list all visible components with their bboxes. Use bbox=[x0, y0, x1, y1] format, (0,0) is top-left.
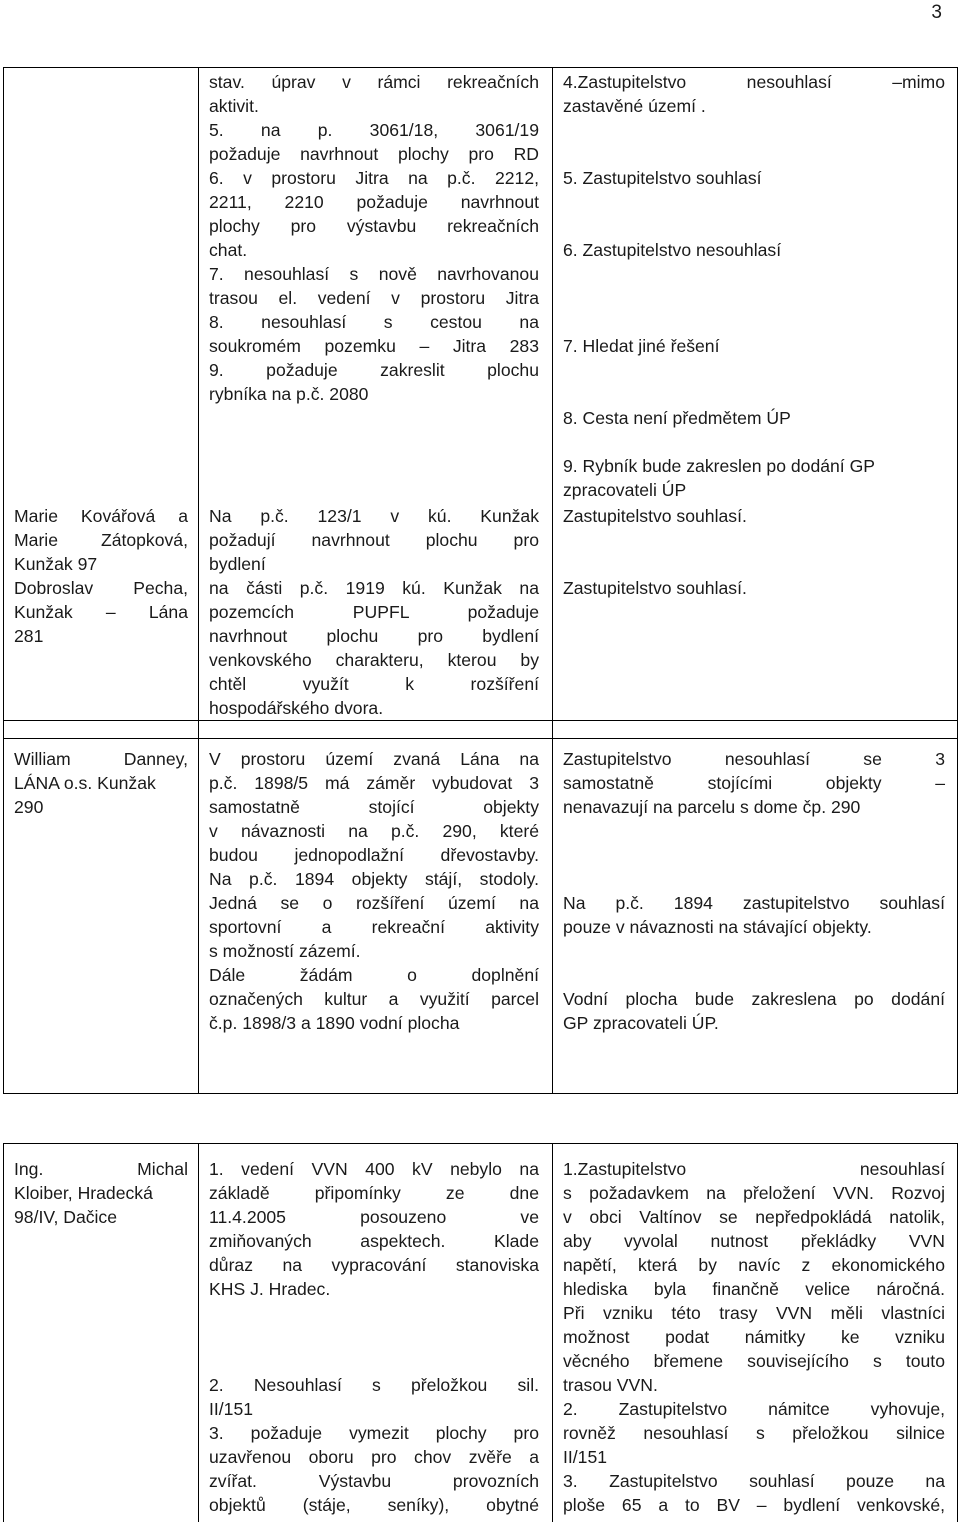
text-line: možnost podat námitky ke vzniku bbox=[563, 1327, 945, 1347]
text-line: objektů (stáje, seníky), obytné bbox=[209, 1495, 539, 1515]
text-line: zpracovateli ÚP bbox=[563, 480, 687, 500]
text-line: uzavřenou oboru pro chov zvěře a bbox=[209, 1447, 539, 1467]
text-line: nenavazují na parcelu s dome čp. 290 bbox=[563, 797, 861, 817]
t2-request-2 bbox=[209, 1373, 539, 1517]
text-line: 11.4.2005 posouzeno ve bbox=[209, 1207, 539, 1227]
row-b-request-1 bbox=[209, 504, 539, 576]
text-line: budou jednopodlažní dřevostavby. bbox=[209, 845, 539, 865]
text-line: KHS J. Hradec. bbox=[209, 1279, 331, 1299]
text-line: 9. požaduje zakreslit plochu bbox=[209, 360, 539, 380]
row-c-response-1 bbox=[563, 747, 945, 819]
text-line: V prostoru území zvaná Lána na bbox=[209, 749, 539, 769]
text-line: Dobroslav Pecha, bbox=[14, 578, 188, 598]
text-line: stav. úprav v rámci rekreačních bbox=[209, 72, 539, 92]
table2-divider-1 bbox=[198, 1143, 199, 1522]
table1-divider-1 bbox=[198, 67, 199, 1094]
row-b-response-1: Zastupitelstvo souhlasí. bbox=[563, 506, 747, 526]
text-line: 3. požaduje vymezit plochy pro bbox=[209, 1423, 539, 1443]
row-a-response-6: 6. Zastupitelstvo nesouhlasí bbox=[563, 240, 782, 260]
text-line: pozemcích PUPFL požaduje bbox=[209, 602, 539, 622]
text-line: základě připomínky ze dne bbox=[209, 1183, 539, 1203]
row-a-response-7: 7. Hledat jiné řešení bbox=[563, 336, 720, 356]
text-line: 9. Rybník bude zakreslen po dodání GP bbox=[563, 456, 875, 476]
row-a-request-text bbox=[209, 70, 539, 406]
text-line: samostatně stojící objekty bbox=[209, 797, 539, 817]
text-line: navrhnout plochu pro bydlení bbox=[209, 626, 539, 646]
text-line: v obci Valtínov se nepředpokládá natolik, bbox=[563, 1207, 945, 1227]
text-line: aktivit. bbox=[209, 96, 259, 116]
table2-border-left bbox=[3, 1143, 4, 1522]
text-line: Marie Kovářová a bbox=[14, 506, 188, 526]
text-line: Kunžak 97 bbox=[14, 554, 98, 574]
text-line: pouze v návaznosti na stávající objekty. bbox=[563, 917, 872, 937]
text-line: rovněž nesouhlasí s přeložkou silnice bbox=[563, 1423, 945, 1443]
row-c-applicant bbox=[14, 747, 188, 819]
text-line: 290 bbox=[14, 797, 44, 817]
row-a-response-8: 8. Cesta není předmětem ÚP bbox=[563, 408, 791, 428]
text-line: 281 bbox=[14, 626, 44, 646]
text-line: požadují navrhnout plochu pro bbox=[209, 530, 539, 550]
text-line: 8. nesouhlasí s cestou na bbox=[209, 312, 539, 332]
row-a-response-9 bbox=[563, 454, 945, 502]
text-line: Dále žádám o doplnění bbox=[209, 965, 539, 985]
page-number: 3 bbox=[931, 2, 942, 23]
table1-divider-2 bbox=[552, 67, 553, 1094]
text-line: Kloiber, Hradecká bbox=[14, 1183, 153, 1203]
text-line: 4.Zastupitelstvo nesouhlasí –mimo bbox=[563, 72, 945, 92]
text-line: 3. Zastupitelstvo souhlasí pouze na bbox=[563, 1471, 945, 1491]
text-line: sportovní a rekreační aktivity bbox=[209, 917, 539, 937]
text-line: č.p. 1898/3 a 1890 vodní plocha bbox=[209, 1013, 460, 1033]
t2-applicant bbox=[14, 1157, 188, 1229]
text-line: označených kultur a využití parcel bbox=[209, 989, 539, 1009]
text-line: věcného břemene souvisejícího s touto bbox=[563, 1351, 945, 1371]
text-line: rybníka na p.č. 2080 bbox=[209, 384, 369, 404]
text-line: Marie Zátopková, bbox=[14, 530, 188, 550]
text-line: 2. Zastupitelstvo námitce vyhovuje, bbox=[563, 1399, 945, 1419]
text-line: Na p.č. 1894 zastupitelstvo souhlasí bbox=[563, 893, 945, 913]
text-line: zmiňovaných aspektech. Klade bbox=[209, 1231, 539, 1251]
row-b-response-2: Zastupitelstvo souhlasí. bbox=[563, 578, 747, 598]
t2-response bbox=[563, 1157, 945, 1517]
text-line: 7. nesouhlasí s nově navrhovanou bbox=[209, 264, 539, 284]
text-line: William Danney, bbox=[14, 749, 188, 769]
text-line: chtěl využít k rozšíření bbox=[209, 674, 539, 694]
text-line: plochy pro výstavbu rekreačních bbox=[209, 216, 539, 236]
text-line: Vodní plocha bude zakreslena po dodání bbox=[563, 989, 945, 1009]
table2-divider-2 bbox=[552, 1143, 553, 1522]
text-line: LÁNA o.s. Kunžak bbox=[14, 773, 156, 793]
row-c-response-3 bbox=[563, 987, 945, 1035]
text-line: hospodářského dvora. bbox=[209, 698, 384, 718]
text-line: hlediska byla finančně velice náročná. bbox=[563, 1279, 945, 1299]
text-line: trasou el. vedení v prostoru Jitra bbox=[209, 288, 539, 308]
text-line: venkovského charakteru, kterou by bbox=[209, 650, 539, 670]
text-line: aby vyvolal nutnost překládky VVN bbox=[563, 1231, 945, 1251]
table1-border-right bbox=[957, 67, 958, 1094]
text-line: 2. Nesouhlasí s přeložkou sil. bbox=[209, 1375, 539, 1395]
text-line: 98/IV, Dačice bbox=[14, 1207, 118, 1227]
text-line: napětí, která by navíc z ekonomického bbox=[563, 1255, 945, 1275]
text-line: s možností zázemí. bbox=[209, 941, 361, 961]
text-line: požaduje navrhnout plochy pro RD bbox=[209, 144, 539, 164]
text-line: Jedná se o rozšíření území na bbox=[209, 893, 539, 913]
row-b-applicants bbox=[14, 504, 188, 648]
row-b-request-2 bbox=[209, 576, 539, 720]
row-c-request bbox=[209, 747, 539, 1035]
text-line: Zastupitelstvo nesouhlasí se 3 bbox=[563, 749, 945, 769]
text-line: Kunžak – Lána bbox=[14, 602, 188, 622]
text-line: samostatně stojícími objekty – bbox=[563, 773, 945, 793]
text-line: p.č. 1898/5 má záměr vybudovat 3 bbox=[209, 773, 539, 793]
row-a-response-5: 5. Zastupitelstvo souhlasí bbox=[563, 168, 762, 188]
table1-row-divider-2 bbox=[3, 738, 958, 739]
text-line: na části p.č. 1919 kú. Kunžak na bbox=[209, 578, 539, 598]
text-line: soukromém pozemku – Jitra 283 bbox=[209, 336, 539, 356]
text-line: bydlení bbox=[209, 554, 266, 574]
text-line: Ing. Michal bbox=[14, 1159, 188, 1179]
row-a-response-4 bbox=[563, 70, 945, 118]
table1-border-left bbox=[3, 67, 4, 1094]
t2-request-1 bbox=[209, 1157, 539, 1301]
text-line: Na p.č. 1894 objekty stájí, stodoly. bbox=[209, 869, 539, 889]
table1-row-divider bbox=[3, 720, 958, 721]
table2-border-top bbox=[3, 1143, 958, 1144]
text-line: II/151 bbox=[563, 1447, 608, 1467]
text-line: Při vzniku této trasy VVN měli vlastníci bbox=[563, 1303, 945, 1323]
text-line: 6. v prostoru Jitra na p.č. 2212, bbox=[209, 168, 539, 188]
table1-border-top bbox=[3, 67, 958, 68]
text-line: v návaznosti na p.č. 290, které bbox=[209, 821, 539, 841]
text-line: 1.Zastupitelstvo nesouhlasí bbox=[563, 1159, 945, 1179]
text-line: Na p.č. 123/1 v kú. Kunžak bbox=[209, 506, 539, 526]
text-line: důraz na vypracování stanoviska bbox=[209, 1255, 539, 1275]
text-line: 2211, 2210 požaduje navrhnout bbox=[209, 192, 539, 212]
text-line: trasou VVN. bbox=[563, 1375, 658, 1395]
text-line: GP zpracovateli ÚP. bbox=[563, 1013, 719, 1033]
text-line: ploše 65 a to BV – bydlení venkovské, bbox=[563, 1495, 945, 1515]
table2-border-right bbox=[957, 1143, 958, 1522]
table1-border-bottom bbox=[3, 1093, 958, 1094]
text-line: zastavěné území . bbox=[563, 96, 706, 116]
text-line: zvířat. Výstavbu provozních bbox=[209, 1471, 539, 1491]
text-line: s požadavkem na přeložení VVN. Rozvoj bbox=[563, 1183, 945, 1203]
text-line: chat. bbox=[209, 240, 248, 260]
text-line: 5. na p. 3061/18, 3061/19 bbox=[209, 120, 539, 140]
text-line: 1. vedení VVN 400 kV nebylo na bbox=[209, 1159, 539, 1179]
row-c-response-2 bbox=[563, 891, 945, 939]
text-line: II/151 bbox=[209, 1399, 254, 1419]
